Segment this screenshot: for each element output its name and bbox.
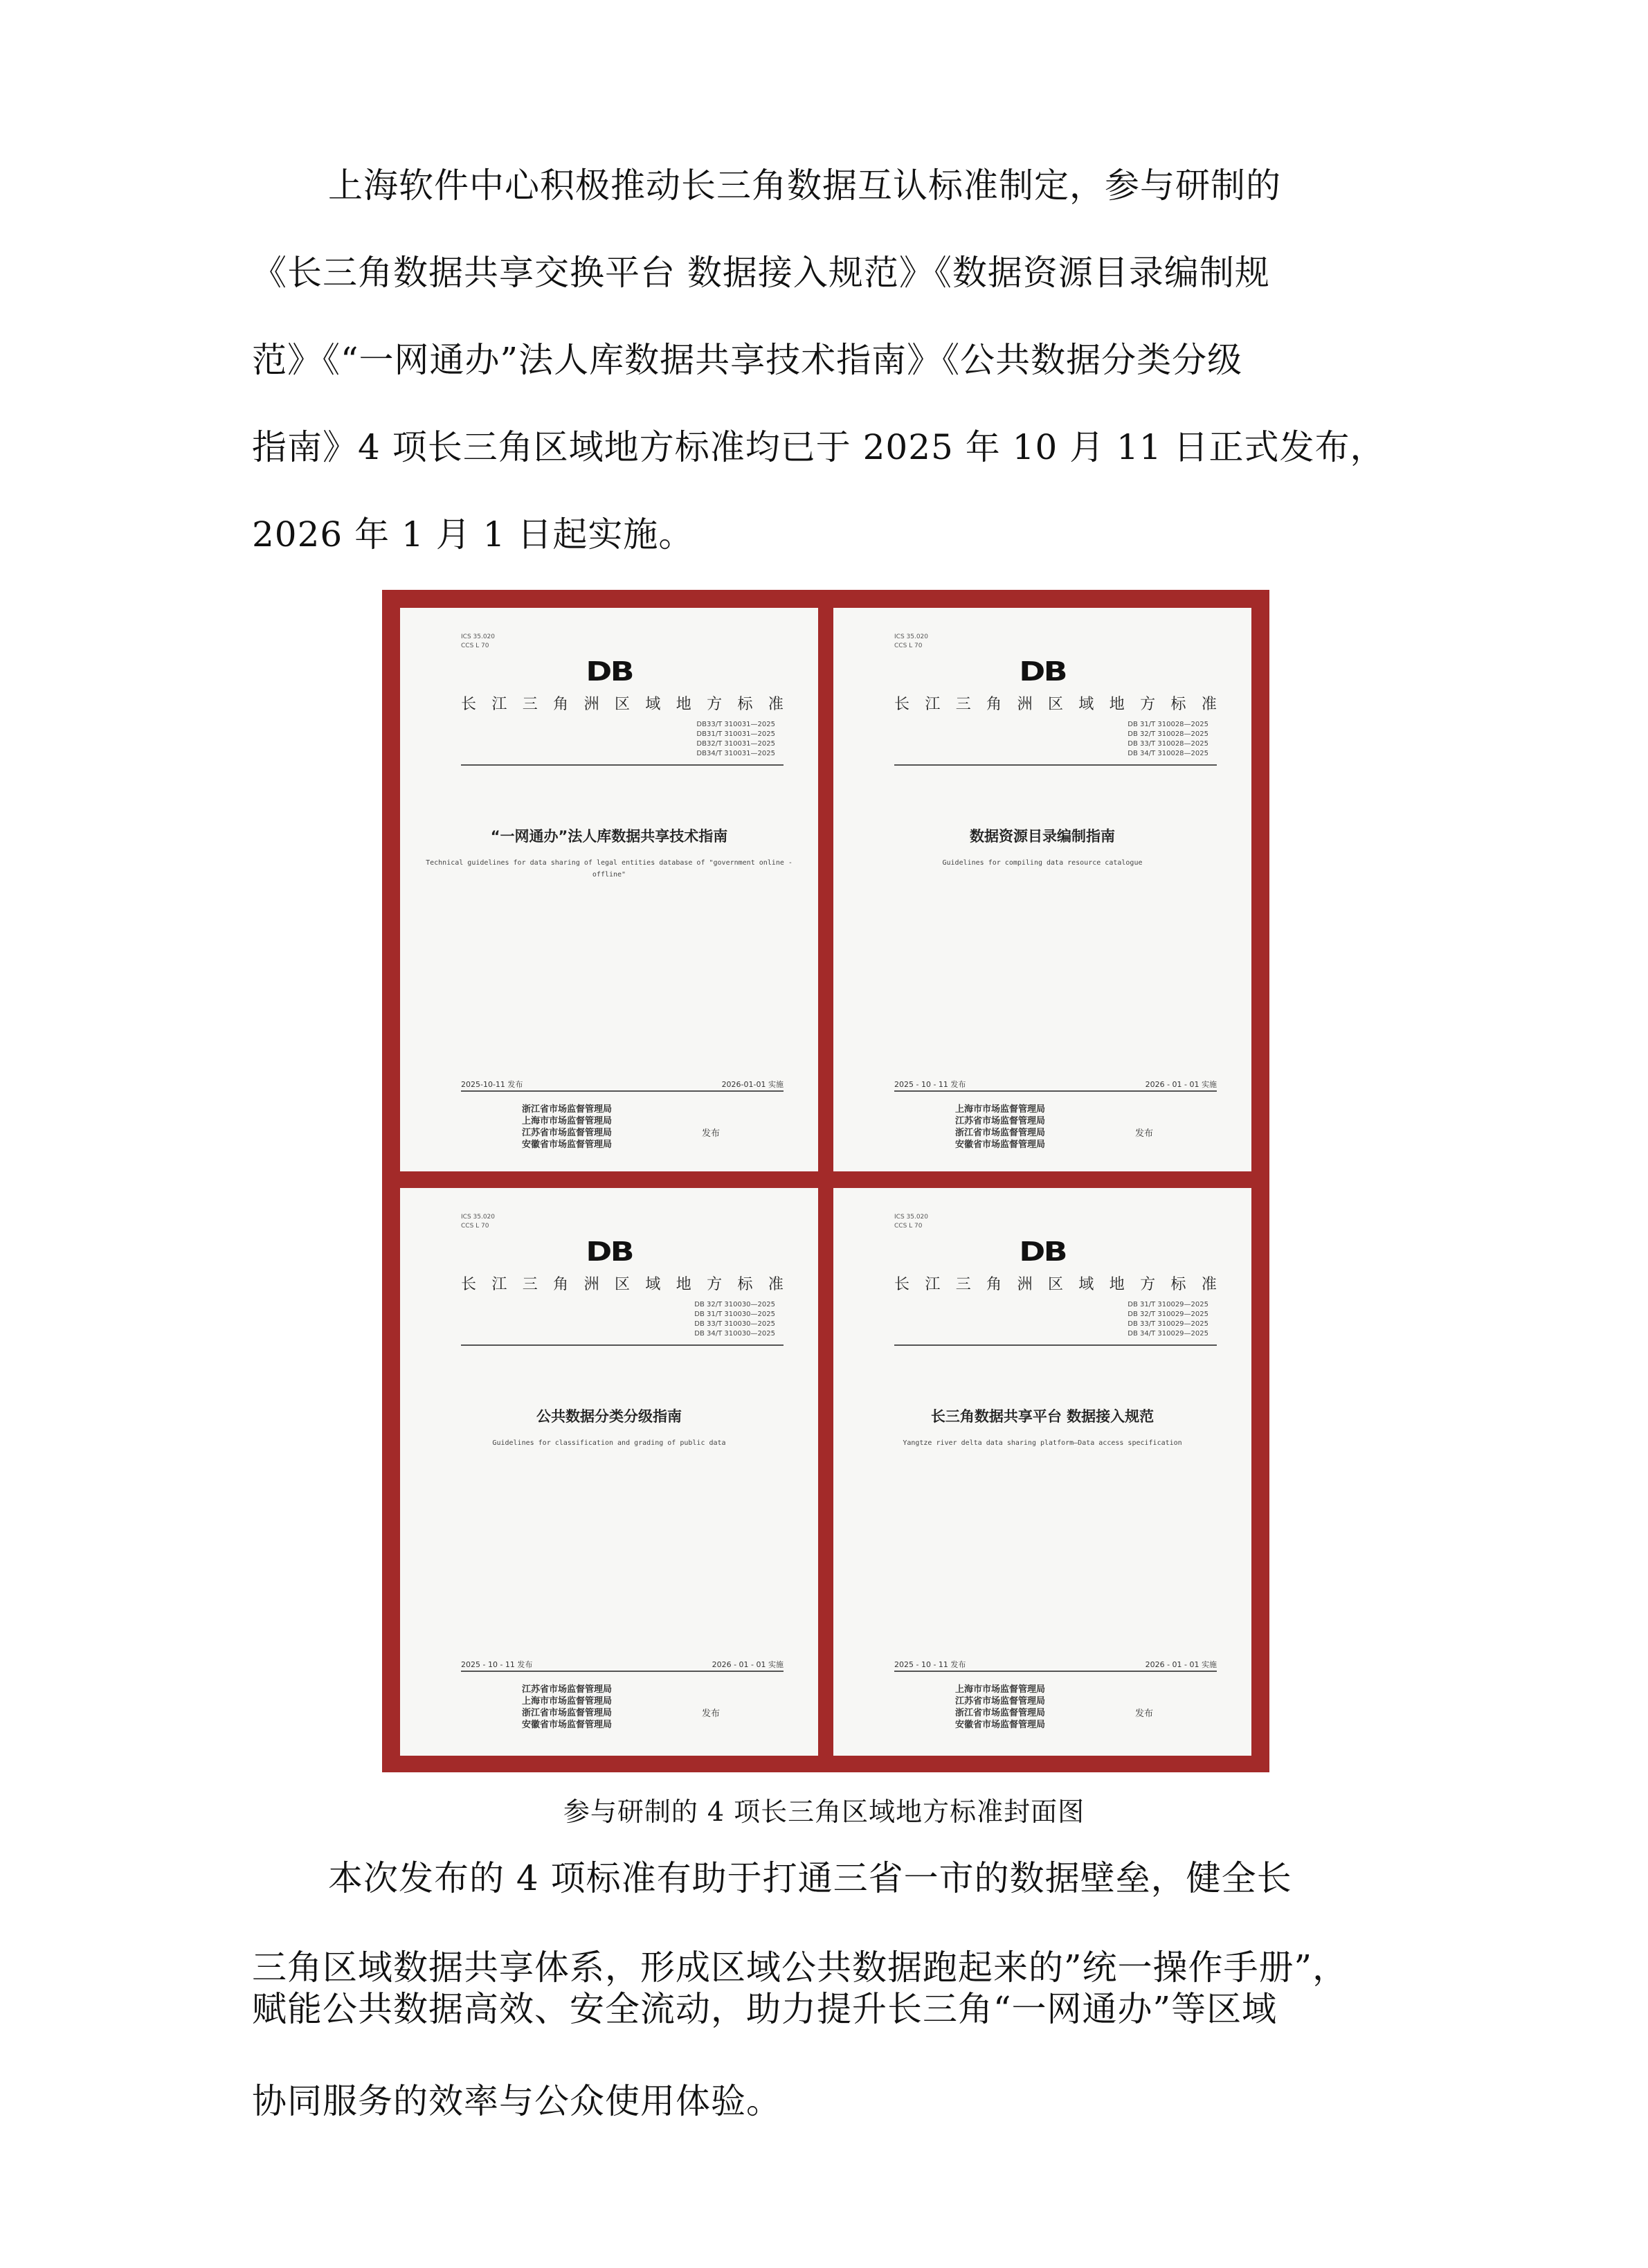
issuer-list — [955, 1684, 1045, 1731]
cover-card — [833, 608, 1251, 1171]
issuer: 安徽省市场监督管理局 — [955, 1140, 1046, 1150]
standard-code: DB 31/T 310029—2025 — [1128, 1301, 1208, 1308]
release-date: 2025 - 10 - 11 发布 — [461, 1660, 533, 1669]
text-line: 本次发布的 4 项标准有助于打通三省一市的数据壁垒，健全长 — [328, 1858, 1292, 1898]
category-char: 三 — [955, 1276, 971, 1293]
issuer: 浙江省市场监督管理局 — [955, 1128, 1046, 1138]
category-char: 地 — [1109, 696, 1125, 713]
publish-label: 发布 — [1135, 1709, 1154, 1719]
publish-label: 发布 — [1135, 1128, 1154, 1139]
standard-category — [461, 692, 784, 714]
category-char: 方 — [1140, 1276, 1156, 1293]
standard-english-title: Technical guidelines for data sharing of legal entities database of "government online -offline" — [426, 859, 793, 879]
issuer: 江苏省市场监督管理局 — [522, 1128, 613, 1138]
issuer: 上海市市场监督管理局 — [522, 1696, 613, 1707]
text-line: 《长三角数据共享交换平台 数据接入规范》《数据资源目录编制规 — [252, 253, 1270, 293]
category-char: 角 — [553, 1276, 569, 1293]
closing-paragraph — [252, 1835, 1415, 2145]
category-char: 准 — [1201, 696, 1217, 713]
text-line: 上海软件中心积极推动长三角数据互认标准制定，参与研制的 — [328, 165, 1281, 206]
ics-code — [894, 633, 928, 651]
standard-title: 数据资源目录编制指南 — [970, 828, 1115, 845]
category-char: 方 — [707, 696, 723, 713]
category-char: 江 — [925, 696, 941, 713]
standard-category — [461, 1272, 784, 1294]
standard-code: DB 34/T 310030—2025 — [694, 1330, 775, 1338]
standard-codes — [1128, 720, 1208, 759]
issuer: 江苏省市场监督管理局 — [955, 1696, 1046, 1707]
category-char: 区 — [614, 696, 630, 713]
standard-code: DB 34/T 310028—2025 — [1128, 750, 1208, 757]
category-char: 洲 — [583, 696, 599, 713]
dates-row — [461, 1079, 784, 1090]
standard-code: DB34/T 310031—2025 — [696, 750, 775, 757]
divider — [894, 1090, 1217, 1092]
standard-covers-image — [382, 590, 1269, 1772]
category-char: 准 — [1201, 1276, 1217, 1293]
category-char: 域 — [645, 1276, 661, 1293]
category-char: 标 — [1170, 696, 1186, 713]
issuer: 安徽省市场监督管理局 — [522, 1140, 613, 1150]
divider — [461, 1671, 784, 1672]
issuer-list — [522, 1684, 612, 1731]
release-date: 2025 - 10 - 11 发布 — [894, 1080, 966, 1089]
divider — [894, 1344, 1217, 1346]
dates-row — [894, 1079, 1217, 1090]
category-char: 准 — [768, 1276, 784, 1293]
category-char: 标 — [737, 1276, 753, 1293]
text-line: 指南》4 项长三角区域地方标准均已于 2025 年 10 月 11 日正式发布， — [252, 427, 1386, 467]
category-char: 三 — [522, 696, 538, 713]
standard-title: “一网通办”法人库数据共享技术指南 — [490, 828, 728, 845]
standard-code: DB 33/T 310030—2025 — [694, 1320, 775, 1328]
standard-title: 长三角数据共享平台 数据接入规范 — [930, 1408, 1154, 1425]
standard-code: DB33/T 310031—2025 — [696, 721, 775, 728]
publish-label: 发布 — [702, 1128, 721, 1139]
category-char: 区 — [1047, 1276, 1063, 1293]
category-char: 江 — [925, 1276, 941, 1293]
standard-codes — [696, 720, 775, 759]
cover-card — [400, 1188, 818, 1756]
standard-english-title: Yangtze river delta data sharing platform—Data access specification — [903, 1439, 1182, 1447]
ics-code — [894, 1213, 928, 1231]
category-char: 洲 — [583, 1276, 599, 1293]
standard-code: DB31/T 310031—2025 — [696, 730, 775, 738]
issuer: 安徽省市场监督管理局 — [522, 1720, 613, 1730]
image-caption: 参与研制的 4 项长三角区域地方标准封面图 — [563, 1797, 1085, 1827]
standard-code: DB 32/T 310029—2025 — [1128, 1311, 1208, 1318]
category-char: 域 — [1078, 1276, 1094, 1293]
ics-text: ICS 35.020 — [894, 633, 929, 640]
category-char: 角 — [986, 696, 1002, 713]
standard-code: DB 33/T 310028—2025 — [1128, 740, 1208, 748]
category-char: 方 — [1140, 696, 1156, 713]
ics-text: ICS 35.020 — [461, 633, 496, 640]
db-logo: DB — [1019, 1236, 1066, 1267]
category-char: 域 — [645, 696, 661, 713]
standard-codes — [1128, 1300, 1208, 1339]
release-date: 2025 - 10 - 11 发布 — [894, 1660, 966, 1669]
category-char: 地 — [1109, 1276, 1125, 1293]
divider — [894, 764, 1217, 766]
standard-code: DB 32/T 310028—2025 — [1128, 730, 1208, 738]
category-char: 江 — [491, 1276, 507, 1293]
text-line: 三角区域数据共享体系，形成区域公共数据跑起来的”统一操作手册”， — [252, 1947, 1348, 1988]
category-char: 三 — [955, 696, 971, 713]
standard-category — [894, 692, 1217, 714]
issuer: 安徽省市场监督管理局 — [955, 1720, 1046, 1730]
divider — [461, 1090, 784, 1092]
ccs-text: CCS L 70 — [461, 1223, 489, 1230]
dates-row — [461, 1659, 784, 1670]
issuer: 浙江省市场监督管理局 — [955, 1708, 1046, 1718]
category-char: 长 — [894, 1276, 910, 1293]
standard-codes — [694, 1300, 775, 1339]
issuer-list — [955, 1104, 1045, 1151]
category-char: 地 — [676, 1276, 691, 1293]
issuer: 江苏省市场监督管理局 — [955, 1116, 1046, 1126]
category-char: 洲 — [1017, 1276, 1033, 1293]
cover-card — [833, 1188, 1251, 1756]
category-char: 角 — [986, 1276, 1002, 1293]
standard-category — [894, 1272, 1217, 1294]
category-char: 地 — [676, 696, 691, 713]
category-char: 长 — [461, 696, 477, 713]
divider — [894, 1671, 1217, 1672]
issuer: 江苏省市场监督管理局 — [522, 1684, 613, 1695]
text-line: 协同服务的效率与公众使用体验。 — [252, 2081, 781, 2121]
category-char: 角 — [553, 696, 569, 713]
implement-date: 2026-01-01 实施 — [721, 1080, 784, 1089]
standard-code: DB 33/T 310029—2025 — [1128, 1320, 1208, 1328]
issuer: 上海市市场监督管理局 — [955, 1104, 1046, 1115]
divider — [461, 764, 784, 766]
category-char: 方 — [707, 1276, 723, 1293]
category-char: 江 — [491, 696, 507, 713]
issuer: 上海市市场监督管理局 — [955, 1684, 1046, 1695]
ccs-text: CCS L 70 — [894, 1223, 923, 1230]
category-char: 洲 — [1017, 696, 1033, 713]
release-date: 2025-10-11 发布 — [461, 1080, 523, 1089]
category-char: 标 — [737, 696, 753, 713]
ics-text: ICS 35.020 — [461, 1214, 496, 1221]
category-char: 区 — [614, 1276, 630, 1293]
category-char: 标 — [1170, 1276, 1186, 1293]
db-logo: DB — [586, 1236, 633, 1267]
issuer: 浙江省市场监督管理局 — [522, 1104, 613, 1115]
standard-code: DB 32/T 310030—2025 — [694, 1301, 775, 1308]
standard-code: DB 31/T 310030—2025 — [694, 1311, 775, 1318]
db-logo: DB — [1019, 656, 1066, 687]
implement-date: 2026 - 01 - 01 实施 — [1145, 1080, 1217, 1089]
divider — [461, 1344, 784, 1346]
ccs-text: CCS L 70 — [461, 642, 489, 649]
issuer: 上海市市场监督管理局 — [522, 1116, 613, 1126]
category-char: 长 — [894, 696, 910, 713]
text-line: 赋能公共数据高效、安全流动，助力提升长三角“一网通办”等区域 — [252, 1989, 1278, 2029]
ccs-text: CCS L 70 — [894, 642, 923, 649]
category-char: 准 — [768, 696, 784, 713]
implement-date: 2026 - 01 - 01 实施 — [712, 1660, 784, 1669]
standard-code: DB 34/T 310029—2025 — [1128, 1330, 1208, 1338]
ics-code — [461, 1213, 495, 1231]
standard-code: DB32/T 310031—2025 — [696, 740, 775, 748]
issuer: 浙江省市场监督管理局 — [522, 1708, 613, 1718]
category-char: 域 — [1078, 696, 1094, 713]
ics-text: ICS 35.020 — [894, 1214, 929, 1221]
ics-code — [461, 633, 495, 651]
intro-paragraph — [252, 142, 1415, 578]
publish-label: 发布 — [702, 1709, 721, 1719]
text-line: 范》《“一网通办”法人库数据共享技术指南》《公共数据分类分级 — [252, 340, 1243, 380]
cover-card — [400, 608, 818, 1171]
standard-english-title: Guidelines for compiling data resource catalogue — [942, 859, 1143, 867]
category-char: 三 — [522, 1276, 538, 1293]
implement-date: 2026 - 01 - 01 实施 — [1145, 1660, 1217, 1669]
text-line: 2026 年 1 月 1 日起实施。 — [252, 514, 694, 555]
standard-title: 公共数据分类分级指南 — [536, 1408, 682, 1425]
standard-english-title: Guidelines for classification and grading of public data — [492, 1439, 726, 1447]
db-logo: DB — [586, 656, 633, 687]
standard-code: DB 31/T 310028—2025 — [1128, 721, 1208, 728]
dates-row — [894, 1659, 1217, 1670]
issuer-list — [522, 1104, 612, 1151]
category-char: 长 — [461, 1276, 477, 1293]
category-char: 区 — [1047, 696, 1063, 713]
